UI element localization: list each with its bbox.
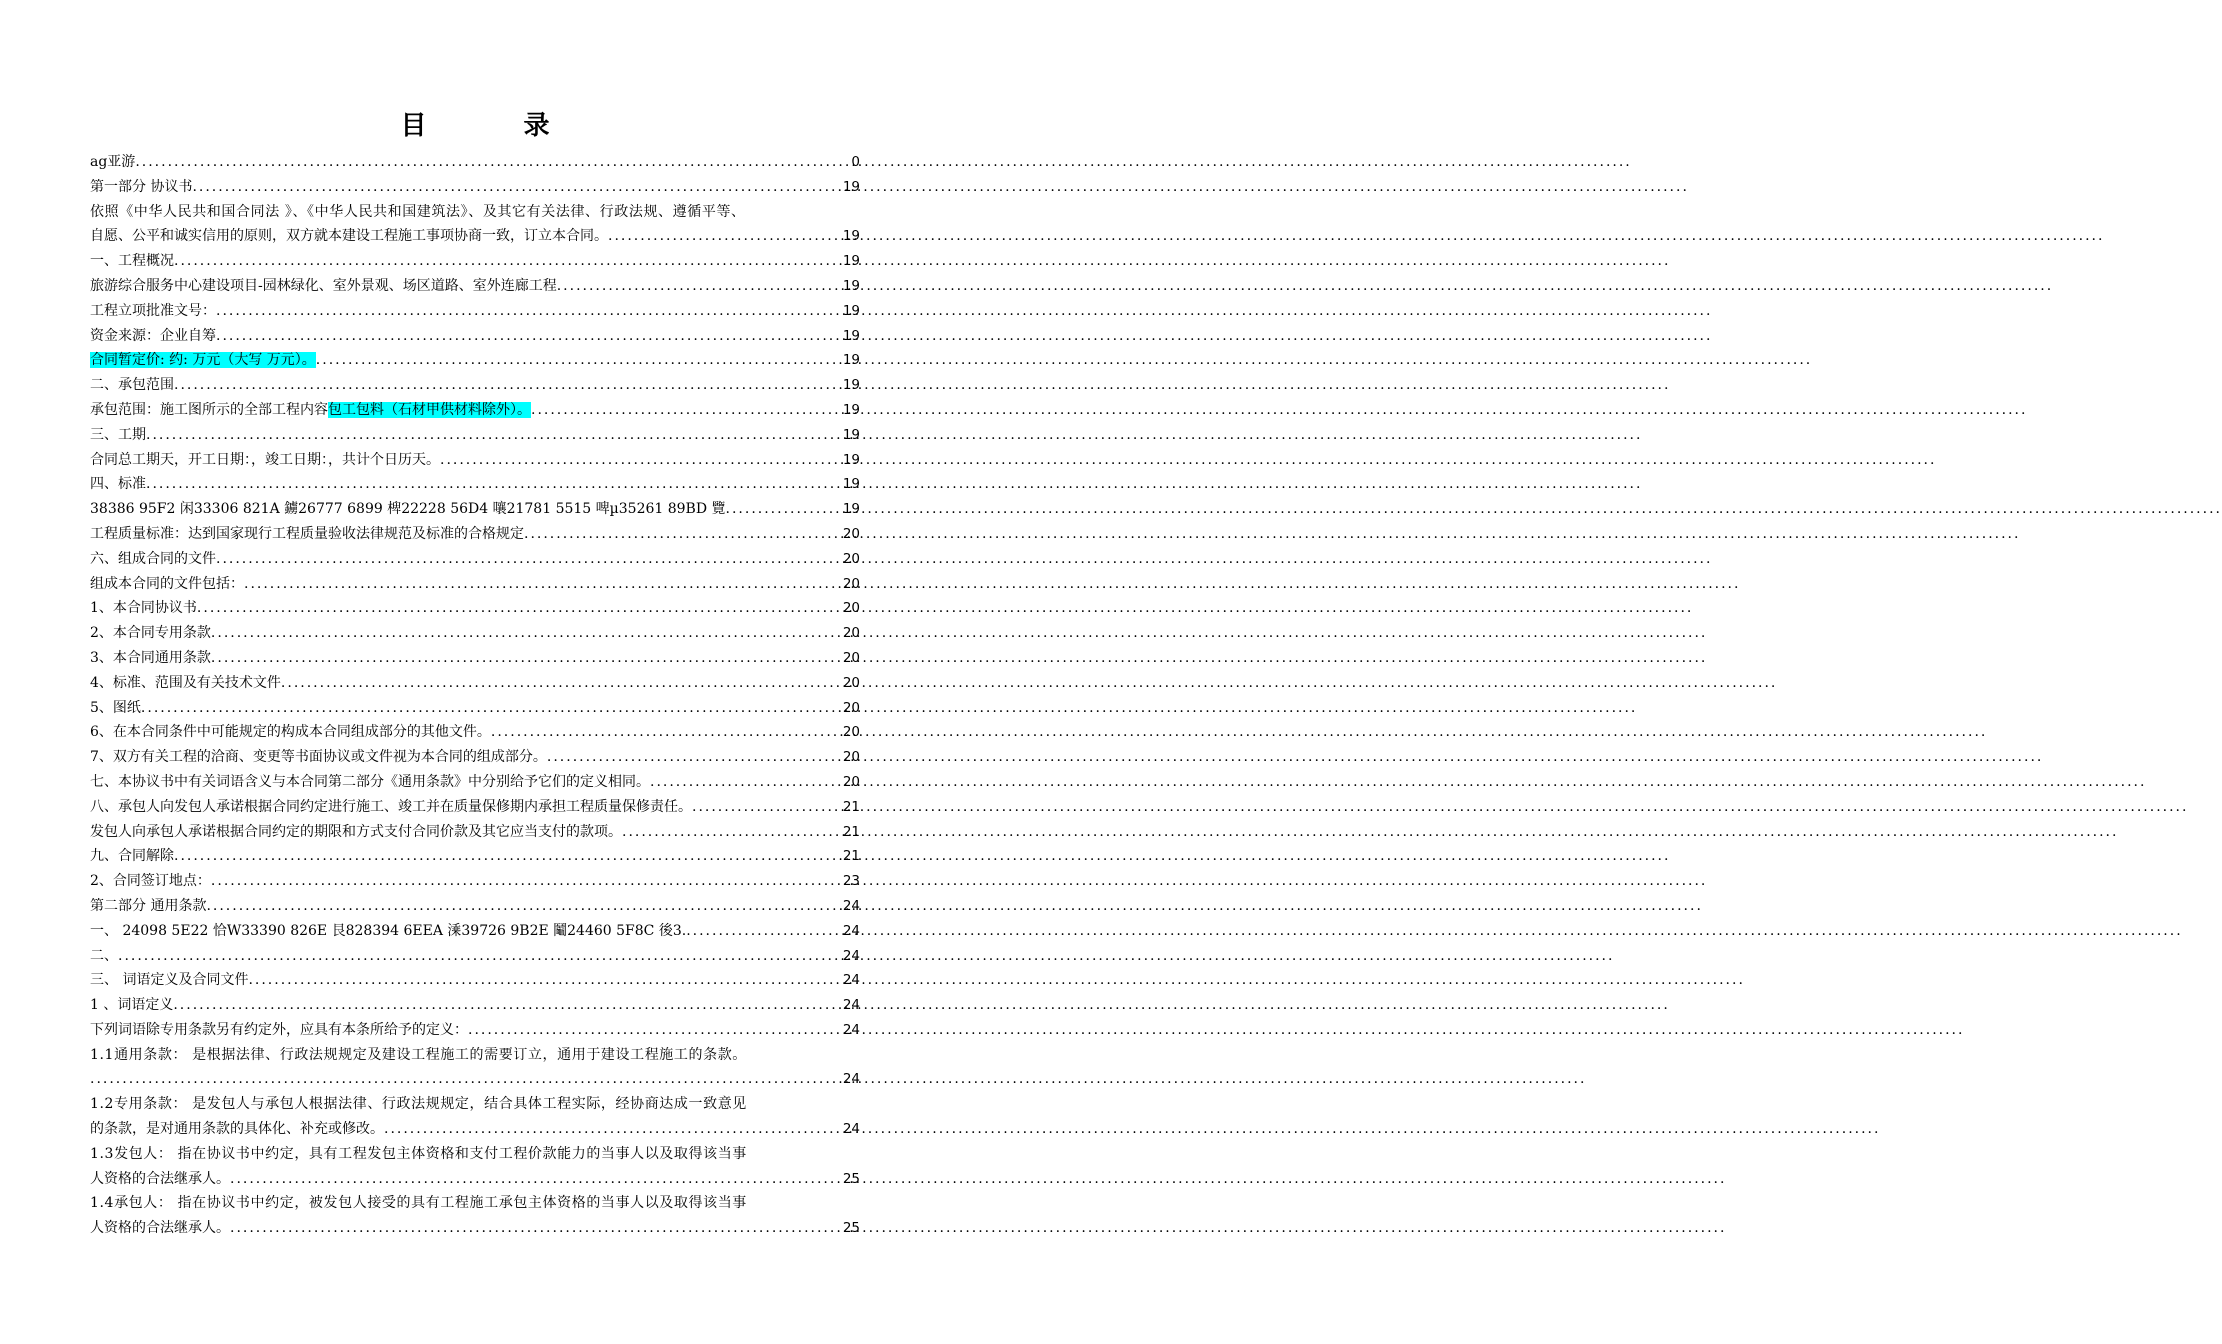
dot-leader xyxy=(90,1067,841,1092)
toc-entry[interactable] xyxy=(90,869,860,894)
dot-leader xyxy=(547,745,841,770)
toc-entry[interactable] xyxy=(90,795,860,820)
toc-wrapped-line: 1.3发包人： 指在协议书中约定，具有工程发包主体资格和支付工程价款能力的当事人以及取得该当事 xyxy=(90,1145,747,1162)
toc-page-number: 24 xyxy=(842,1021,860,1038)
dot-leader xyxy=(491,720,841,745)
dot-leader xyxy=(686,919,841,944)
toc-page-number: 25 xyxy=(842,1220,860,1237)
toc-page-number: 0 xyxy=(851,154,860,170)
toc-entry-text: 自愿、公平和诚实信用的原则，双方就本建设工程施工事项协商一致，订立本合同。 xyxy=(90,228,608,245)
toc-page-number: 20 xyxy=(842,674,860,691)
toc-entry-text: 二、承包范围 xyxy=(90,377,174,394)
toc-entry[interactable] xyxy=(90,1216,860,1241)
dot-leader xyxy=(650,770,841,795)
dot-leader xyxy=(440,448,841,473)
toc-entry-text: 7、双方有关工程的洽商、变更等书面协议或文件视为本合同的组成部分。 xyxy=(90,749,547,766)
toc-wrapped-line: 1.1通用条款： 是根据法律、行政法规规定及建设工程施工的需要订立，通用于建设工程施工的条款。 xyxy=(90,1046,747,1063)
toc-page-number: 20 xyxy=(842,773,860,790)
toc-entry-text xyxy=(90,348,316,373)
dot-leader xyxy=(216,299,841,324)
toc-entry-text-plain: 承包范围：施工图所示的全部工程内容 xyxy=(90,401,328,418)
dot-leader xyxy=(230,1167,841,1192)
toc-entry[interactable] xyxy=(90,646,860,671)
toc-entry-text: 九、合同解除 xyxy=(90,848,174,865)
toc-entry[interactable] xyxy=(90,894,860,919)
dot-leader xyxy=(216,324,841,349)
dot-leader xyxy=(524,522,841,547)
toc-page-number: 23 xyxy=(842,873,860,890)
toc-entry[interactable] xyxy=(90,348,860,373)
dot-leader xyxy=(174,249,841,274)
toc-entry-text: 组成本合同的文件包括： xyxy=(90,575,244,592)
toc-entry-text: 八、承包人向发包人承诺根据合同约定进行施工、竣工并在质量保修期内承担工程质量保修责任。 xyxy=(90,798,692,815)
highlighted-text: 合同暂定价: 约: 万元（大写 万元）。 xyxy=(90,352,316,369)
highlighted-text: 包工包料（石材甲供材料除外）。 xyxy=(328,401,531,418)
toc-entry-text: 3、本合同通用条款 xyxy=(90,649,211,666)
dot-leader xyxy=(608,224,841,249)
toc-entry[interactable] xyxy=(90,175,860,200)
dot-leader xyxy=(197,596,841,621)
toc-entry[interactable] xyxy=(90,993,860,1018)
toc-page-number: 24 xyxy=(842,1071,860,1088)
toc-page-number: 21 xyxy=(842,798,860,815)
toc-entry[interactable] xyxy=(90,299,860,324)
toc-entry[interactable] xyxy=(90,820,860,845)
toc-entry[interactable] xyxy=(90,770,860,795)
toc-entry[interactable] xyxy=(90,944,860,969)
toc-entry[interactable] xyxy=(90,968,860,993)
toc-entry-text: 6、在本合同条件中可能规定的构成本合同组成部分的其他文件。 xyxy=(90,724,491,741)
toc-entry[interactable] xyxy=(90,522,860,547)
toc-entry-text: 2、本合同专用条款 xyxy=(90,625,211,642)
dot-leader xyxy=(230,1216,841,1241)
toc-page-number: 24 xyxy=(842,947,860,964)
toc-entry[interactable] xyxy=(90,224,860,249)
toc-page-number: 20 xyxy=(842,575,860,592)
toc-page-number: 19 xyxy=(842,253,860,270)
toc-page-number: 20 xyxy=(842,649,860,666)
dot-leader xyxy=(692,795,841,820)
toc-entry-text: 下列词语除专用条款另有约定外，应具有本条所给予的定义： xyxy=(90,1021,468,1038)
dot-leader xyxy=(206,894,840,919)
dot-leader xyxy=(141,696,841,721)
toc-entry[interactable] xyxy=(90,1117,860,1142)
dot-leader xyxy=(211,869,841,894)
toc-entry-text: 一、工程概况 xyxy=(90,253,174,270)
toc-entry[interactable] xyxy=(90,324,860,349)
toc-entry[interactable] xyxy=(90,844,860,869)
toc-entry-text: 发包人向承包人承诺根据合同约定的期限和方式支付合同价款及其它应当支付的款项。 xyxy=(90,823,622,840)
toc-entry[interactable] xyxy=(90,1067,860,1092)
toc-entry-text: 第一部分 协议书 xyxy=(90,178,193,195)
toc-page-number: 19 xyxy=(842,426,860,443)
toc-wrapped-line: 1.2专用条款： 是发包人与承包人根据法律、行政法规规定，结合具体工程实际，经协商达成一致意见 xyxy=(90,1096,747,1113)
toc-entry-text: 38386 95F2 闲33306 821A 鐪26777 6899 椑22228 56D4 嚷21781 5515 啤µ35261 89BD 覽 xyxy=(90,501,726,518)
dot-leader xyxy=(211,621,841,646)
dot-leader xyxy=(244,572,841,597)
toc-page-number: 19 xyxy=(842,501,860,518)
toc-page-number: 19 xyxy=(842,451,860,468)
toc-entry-text: 2、合同签订地点： xyxy=(90,873,211,890)
toc-page-number: 19 xyxy=(842,228,860,245)
dot-leader xyxy=(384,1117,841,1142)
dot-leader xyxy=(531,398,841,423)
toc-entry[interactable] xyxy=(90,423,860,448)
dot-leader xyxy=(211,646,841,671)
toc-entry-text: 4、标准、范围及有关技术文件 xyxy=(90,674,281,691)
dot-leader xyxy=(216,547,841,572)
dot-leader xyxy=(281,671,841,696)
toc-entry[interactable] xyxy=(90,1018,860,1043)
toc-page-number: 24 xyxy=(842,997,860,1014)
toc-entry[interactable] xyxy=(90,249,860,274)
toc-entry[interactable] xyxy=(90,696,860,721)
toc-entry[interactable] xyxy=(90,745,860,770)
toc-entry-text: 旅游综合服务中心建设项目-园林绿化、室外景观、场区道路、室外连廊工程 xyxy=(90,277,557,294)
toc-entry[interactable] xyxy=(90,274,860,299)
toc-page-number: 19 xyxy=(842,476,860,493)
toc-entry-text: 5、图纸 xyxy=(90,699,141,716)
dot-leader xyxy=(622,820,841,845)
toc-entry[interactable] xyxy=(90,150,860,175)
toc-entry[interactable] xyxy=(90,547,860,572)
toc-page-number: 24 xyxy=(842,897,860,914)
toc-entry[interactable] xyxy=(90,448,860,473)
toc-page-number: 20 xyxy=(842,525,860,542)
toc-entry-text: ag亚游 xyxy=(90,154,136,170)
toc-entry[interactable] xyxy=(90,497,860,522)
toc-entry[interactable] xyxy=(90,720,860,745)
toc-entry[interactable] xyxy=(90,919,860,944)
toc-entry-text: 七、本协议书中有关词语含义与本合同第二部分《通用条款》中分别给予它们的定义相同。 xyxy=(90,773,650,790)
dot-leader xyxy=(146,423,841,448)
toc-page-number: 20 xyxy=(842,600,860,617)
toc-page-number: 19 xyxy=(842,401,860,418)
document-page xyxy=(0,0,950,1344)
toc-page-number: 24 xyxy=(842,972,860,989)
dot-leader xyxy=(173,993,840,1018)
toc-entry-text: 工程质量标准：达到国家现行工程质量验收法律规范及标准的合格规定 xyxy=(90,525,524,542)
toc-entry-text: 人资格的合法继承人。 xyxy=(90,1170,230,1187)
toc-entry[interactable] xyxy=(90,472,860,497)
toc-entry-text: 一、 24098 5E22 恰W33390 826E 艮828394 6EEA 溗39726 9B2E 鬮24460 5F8C 後3. xyxy=(90,922,687,939)
toc-entry-text: 工程立项批准文号： xyxy=(90,302,216,319)
toc-entry[interactable] xyxy=(90,373,860,398)
toc-page-number: 21 xyxy=(842,848,860,865)
dot-leader xyxy=(174,844,841,869)
toc-page-number: 20 xyxy=(842,699,860,716)
toc-entry[interactable] xyxy=(90,398,860,423)
toc-page-number: 24 xyxy=(842,1121,860,1138)
toc-page-number: 19 xyxy=(842,302,860,319)
toc-entry-text: 二、 xyxy=(90,947,118,964)
dot-leader xyxy=(316,348,841,373)
toc-entry-text: 人资格的合法继承人。 xyxy=(90,1220,230,1237)
toc-page-number: 20 xyxy=(842,749,860,766)
toc-entry-text: 四、标准 xyxy=(90,476,146,493)
table-of-contents xyxy=(90,150,860,1241)
toc-page-number: 19 xyxy=(842,377,860,394)
toc-page-number: 20 xyxy=(842,724,860,741)
dot-leader xyxy=(192,175,840,200)
dot-leader xyxy=(135,150,849,175)
toc-entry[interactable] xyxy=(90,671,860,696)
dot-leader xyxy=(248,968,840,993)
toc-entry-text: 三、工期 xyxy=(90,426,146,443)
toc-page-number: 25 xyxy=(842,1170,860,1187)
toc-wrapped-line: 依照《中华人民共和国合同法 》、《中华人民共和国建筑法》、及其它有关法律、行政法规、遵循平等、 xyxy=(90,203,746,220)
dot-leader xyxy=(118,944,841,969)
toc-entry[interactable] xyxy=(90,596,860,621)
toc-entry-text: 1 、词语定义 xyxy=(90,997,174,1014)
toc-entry[interactable] xyxy=(90,621,860,646)
dot-leader xyxy=(468,1018,841,1043)
toc-page-number: 19 xyxy=(842,178,860,195)
toc-page-number: 19 xyxy=(842,352,860,369)
toc-wrapped-line: 1.4承包人： 指在协议书中约定，被发包人接受的具有工程施工承包主体资格的当事人以及取得该当事 xyxy=(90,1195,747,1212)
toc-page-number: 19 xyxy=(842,327,860,344)
toc-entry[interactable] xyxy=(90,572,860,597)
dot-leader xyxy=(174,373,841,398)
toc-title: 目 录 xyxy=(400,111,594,141)
dot-leader xyxy=(726,497,841,522)
toc-page-number: 24 xyxy=(842,922,860,939)
toc-page-number: 20 xyxy=(842,550,860,567)
toc-entry-text: 第二部分 通用条款 xyxy=(90,897,207,914)
toc-page-number: 21 xyxy=(842,823,860,840)
toc-page-number: 19 xyxy=(842,277,860,294)
toc-entry-text: 三、 词语定义及合同文件 xyxy=(90,972,249,989)
toc-entry-text: 资金来源：企业自筹 xyxy=(90,327,216,344)
toc-entry-text: 的条款，是对通用条款的具体化、补充或修改。 xyxy=(90,1121,384,1138)
toc-page-number: 20 xyxy=(842,625,860,642)
toc-entry-text xyxy=(90,398,531,423)
dot-leader xyxy=(146,472,841,497)
toc-entry-text: 六、组成合同的文件 xyxy=(90,550,216,567)
dot-leader xyxy=(557,274,841,299)
toc-entry[interactable] xyxy=(90,1167,860,1192)
toc-entry-text: 合同总工期天，开工日期：，竣工日期：，共计个日历天。 xyxy=(90,451,440,468)
toc-entry-text: 1、本合同协议书 xyxy=(90,600,197,617)
